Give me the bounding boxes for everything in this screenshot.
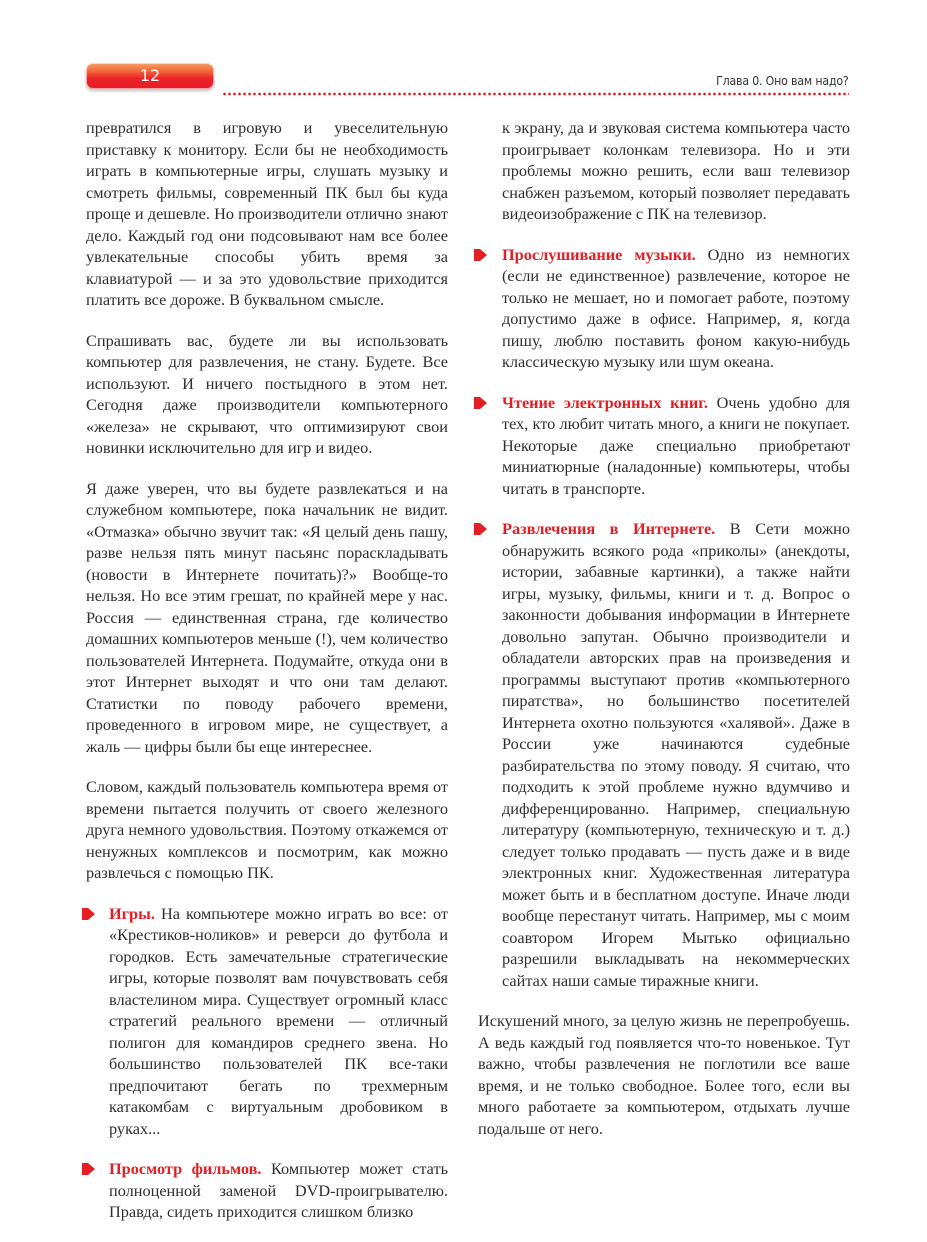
closing-paragraph: Искушений много, за целую жизнь не перепробуешь. А ведь каждый год появляется что-то новенькое. Тут важно, чтобы развлечения не поглотили все ваше время, и не только свободное. Более того, если вы много работаете за компьютером, отдыхать лучше подальше от него. (478, 1011, 850, 1138)
red-arrow-bullet-icon (474, 521, 487, 537)
paragraph: превратился в игровую и увеселительную приставку к монитору. Если бы не необходимость играть в компьютерные игры, слушать музыку и смотреть фильмы, современный ПК был бы куда проще и дешевле. Но производители отлично знают дело. Каждый год они подсовывают нам все более увлекательные способы убить время за клавиатурой — и за это удовольствие приходится платить все дороже. В буквальном смысле. (86, 118, 448, 309)
left-column (86, 117, 448, 1242)
bullet-continuation: к экрану, да и звуковая система компьютера часто проигрывает колонкам телевизора. Но и эти проблемы можно решить, если ваш телевизор снабжен разъемом, который позволяет передавать видеоизображение с ПК на телевизор. (502, 118, 850, 223)
right-column (478, 117, 850, 1158)
red-arrow-bullet-icon (474, 247, 487, 263)
bullet-item-movies (86, 1158, 448, 1223)
bullet-text: Одно из немногих (если не единственное) развлечение, которое не только не мешает, но и помогает работе, поэтому допустимо даже в офисе. Например, я, когда пишу, люблю поставить фоном какую-нибудь классическую музыку или шум океана. (502, 244, 850, 371)
chapter-title: Глава 0. Оно вам надо? (716, 73, 849, 88)
bullet-text: Очень удобно для тех, кто любит читать много, а книги не покупает. Некоторые даже специально приобретают миниатюрные (наладонные) компьютеры, чтобы читать в транспорте. (502, 392, 850, 498)
page-number: 12 (139, 66, 161, 85)
paragraph: Словом, каждый пользователь компьютера время от времени пытается получить от своего железного друга немного удовольствия. Поэтому откажемся от ненужных комплексов и посмотрим, как можно развлечься с помощью ПК. (86, 777, 448, 882)
bullet-term: Развлечения в Интернете. (502, 519, 716, 538)
paragraph: Спрашивать вас, будете ли вы использовать компьютер для развлечения, не стану. Будете. Все используют. И ничего постыдного в этом нет. Сегодня даже производители компьютерного «железа» не скрывают, что оптимизируют свои новинки исключительно для игр и видео. (86, 330, 448, 457)
bullet-item-internet (478, 518, 850, 991)
bullet-item-games (86, 903, 448, 1140)
bullet-text: На компьютере можно играть во все: от «Крестиков-ноликов» и реверси до футбола и городков. Есть замечательные стратегические игры, которые позволят вам почувствовать себя властелином мира. Существует огромный класс стратегий реального времени — отличный полигон для командиров среднего звена. Но большинство пользователей ПК все-таки предпочитают бегать по трехмерным катакомбам с виртуальным дробовиком в руках... (109, 903, 448, 1138)
header-dotted-rule (222, 92, 849, 96)
red-arrow-bullet-icon (82, 906, 95, 922)
bullet-item-ebooks (478, 392, 850, 500)
bullet-item-music (478, 244, 850, 373)
red-arrow-bullet-icon (82, 1161, 95, 1177)
bullet-term: Игры. (109, 903, 155, 923)
bullet-term: Прослушивание музыки. (502, 244, 696, 264)
bullet-term: Просмотр фильмов. (109, 1159, 262, 1178)
red-arrow-bullet-icon (474, 395, 487, 411)
page-number-badge (86, 63, 214, 89)
bullet-term: Чтение электронных книг. (502, 392, 708, 412)
bullet-text: В Сети можно обнаружить всякого рода «приколы» (анекдоты, истории, забавные картинки), а также найти игры, музыку, фильмы, книги и т. д. Вопрос о законности добывания информации в Интернете довольно запутан. Обычно производители и обладатели авторских прав на произведения и программы выступают против «компьютерного пиратства», но большинство посетителей Интернета охотно пользуются «халявой». Даже в России уже начинаются судебные разбирательства по этому поводу. Я считаю, что подходить к этой проблеме нужно вдумчиво и дифференцированно. Например, специальную литературу (компьютерную, техническую и т. д.) следует только продавать — пусть даже и в виде электронных книг. Художественная литература может быть и в бесплатном доступе. Иначе люди вообще перестанут читать. Например, мы с моим соавтором Игорем Мытько официально разрешили выкладывать на некоммерческих сайтах наши самые тиражные книги. (502, 519, 850, 990)
bullet-text: Компьютер может стать полноценной заменой DVD-проигрывателю. Правда, сидеть приходится слишком близко (109, 1159, 449, 1221)
paragraph: Я даже уверен, что вы будете развлекаться и на служебном компьютере, пока начальник не видит. «Отмазка» обычно звучит так: «Я целый день пашу, разве нельзя пять минут пасьянс пораскладывать (новости в Интернете почитать)?» Вообще-то нельзя. Но все этим грешат, по крайней мере у нас. Россия — единственная страна, где количество домашних компьютеров меньше (!), чем количество пользователей Интернета. Подумайте, откуда они в этот Интернет выходят и что они там делают. Статистки по поводу рабочего времени, проведенного в игровом мире, не существует, а жаль — цифры были бы еще интереснее. (86, 478, 448, 756)
